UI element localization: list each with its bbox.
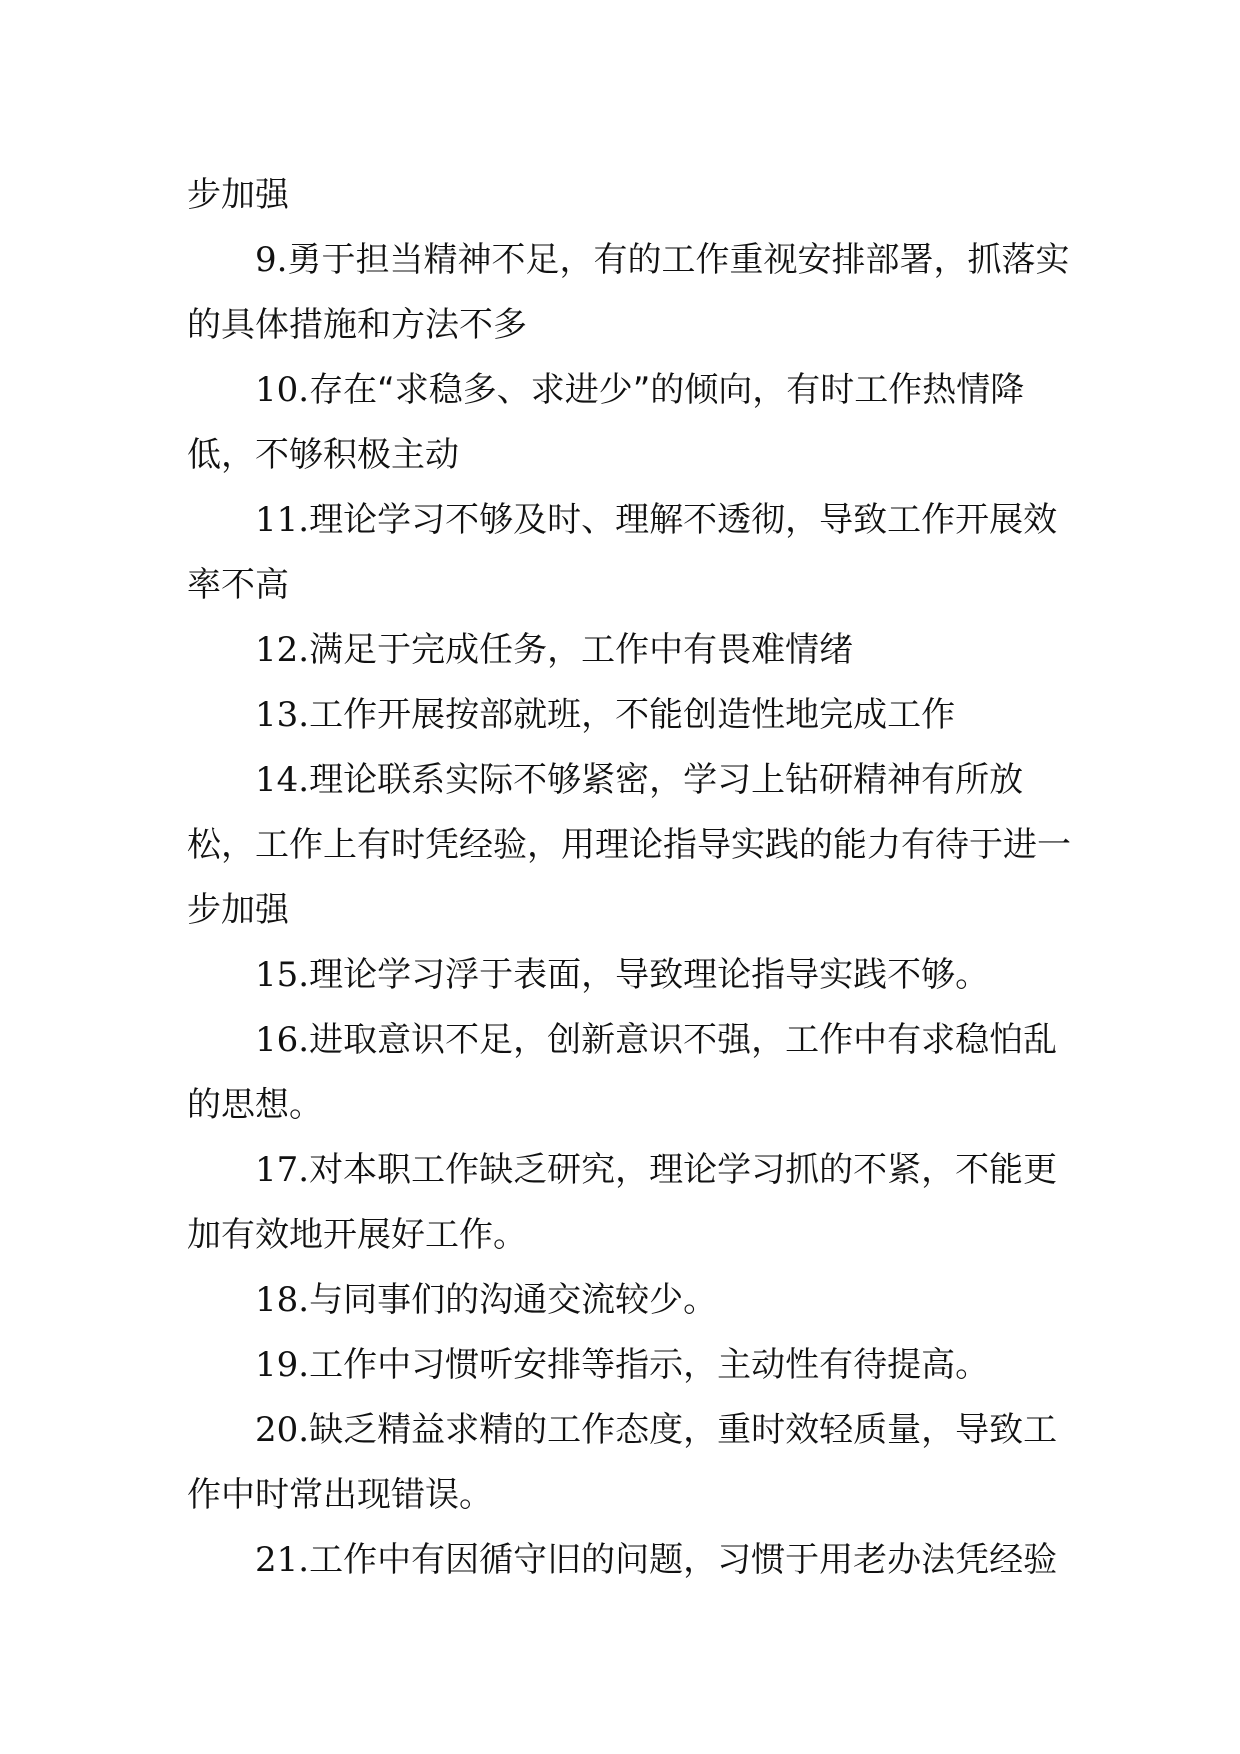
list-item-text: 工作中习惯听安排等指示，主动性有待提高。 [309, 1345, 990, 1385]
list-item-number: 14. [255, 760, 310, 800]
list-item-text: 理论联系实际不够紧密，学习上钻研精神有所放松，工作上有时凭经验，用理论指导实践的能力有待于进一步加强 [187, 760, 1071, 930]
list-item [187, 1398, 1077, 1528]
list-item-text: 缺乏精益求精的工作态度，重时效轻质量，导致工作中时常出现错误。 [187, 1410, 1058, 1515]
list-item [187, 943, 1077, 1008]
list-item-number: 16. [255, 1020, 310, 1060]
paragraph-text: 步加强 [187, 175, 289, 215]
list-item-text: 存在“求稳多、求进少”的倾向，有时工作热情降低，不够积极主动 [187, 370, 1025, 475]
list-item-number: 12. [255, 630, 310, 670]
paragraph-continuation [187, 163, 1077, 228]
list-item-number: 9. [255, 240, 288, 280]
list-item-number: 18. [255, 1280, 310, 1320]
list-item [187, 488, 1077, 618]
list-item-number: 17. [255, 1150, 310, 1190]
list-item [187, 1333, 1077, 1398]
list-item-text: 理论学习不够及时、理解不透彻，导致工作开展效率不高 [187, 500, 1058, 605]
list-item [187, 1268, 1077, 1333]
list-item-number: 20. [255, 1410, 310, 1450]
list-item [187, 1008, 1077, 1138]
list-item [187, 1138, 1077, 1268]
list-item-text: 进取意识不足，创新意识不强，工作中有求稳怕乱的思想。 [187, 1020, 1058, 1125]
list-item-number: 10. [255, 370, 310, 410]
list-item-text: 工作中有因循守旧的问题，习惯于用老办法凭经验 [309, 1540, 1058, 1580]
list-item [187, 358, 1077, 488]
list-item-text: 工作开展按部就班，不能创造性地完成工作 [309, 695, 956, 735]
document-body [187, 163, 1077, 1593]
list-item-text: 满足于完成任务，工作中有畏难情绪 [309, 630, 854, 670]
list-item-number: 19. [255, 1345, 310, 1385]
list-item-number: 11. [255, 500, 310, 540]
list-item [187, 618, 1077, 683]
list-item [187, 683, 1077, 748]
list-item [187, 748, 1077, 943]
list-item-text: 与同事们的沟通交流较少。 [309, 1280, 718, 1320]
list-item-text: 勇于担当精神不足，有的工作重视安排部署，抓落实的具体措施和方法不多 [187, 240, 1070, 345]
list-item-number: 21. [255, 1540, 310, 1580]
list-item-number: 13. [255, 695, 310, 735]
list-item [187, 228, 1077, 358]
list-item-text: 对本职工作缺乏研究，理论学习抓的不紧，不能更加有效地开展好工作。 [187, 1150, 1058, 1255]
list-item-text: 理论学习浮于表面，导致理论指导实践不够。 [309, 955, 990, 995]
list-item-number: 15. [255, 955, 310, 995]
list-item [187, 1528, 1077, 1593]
